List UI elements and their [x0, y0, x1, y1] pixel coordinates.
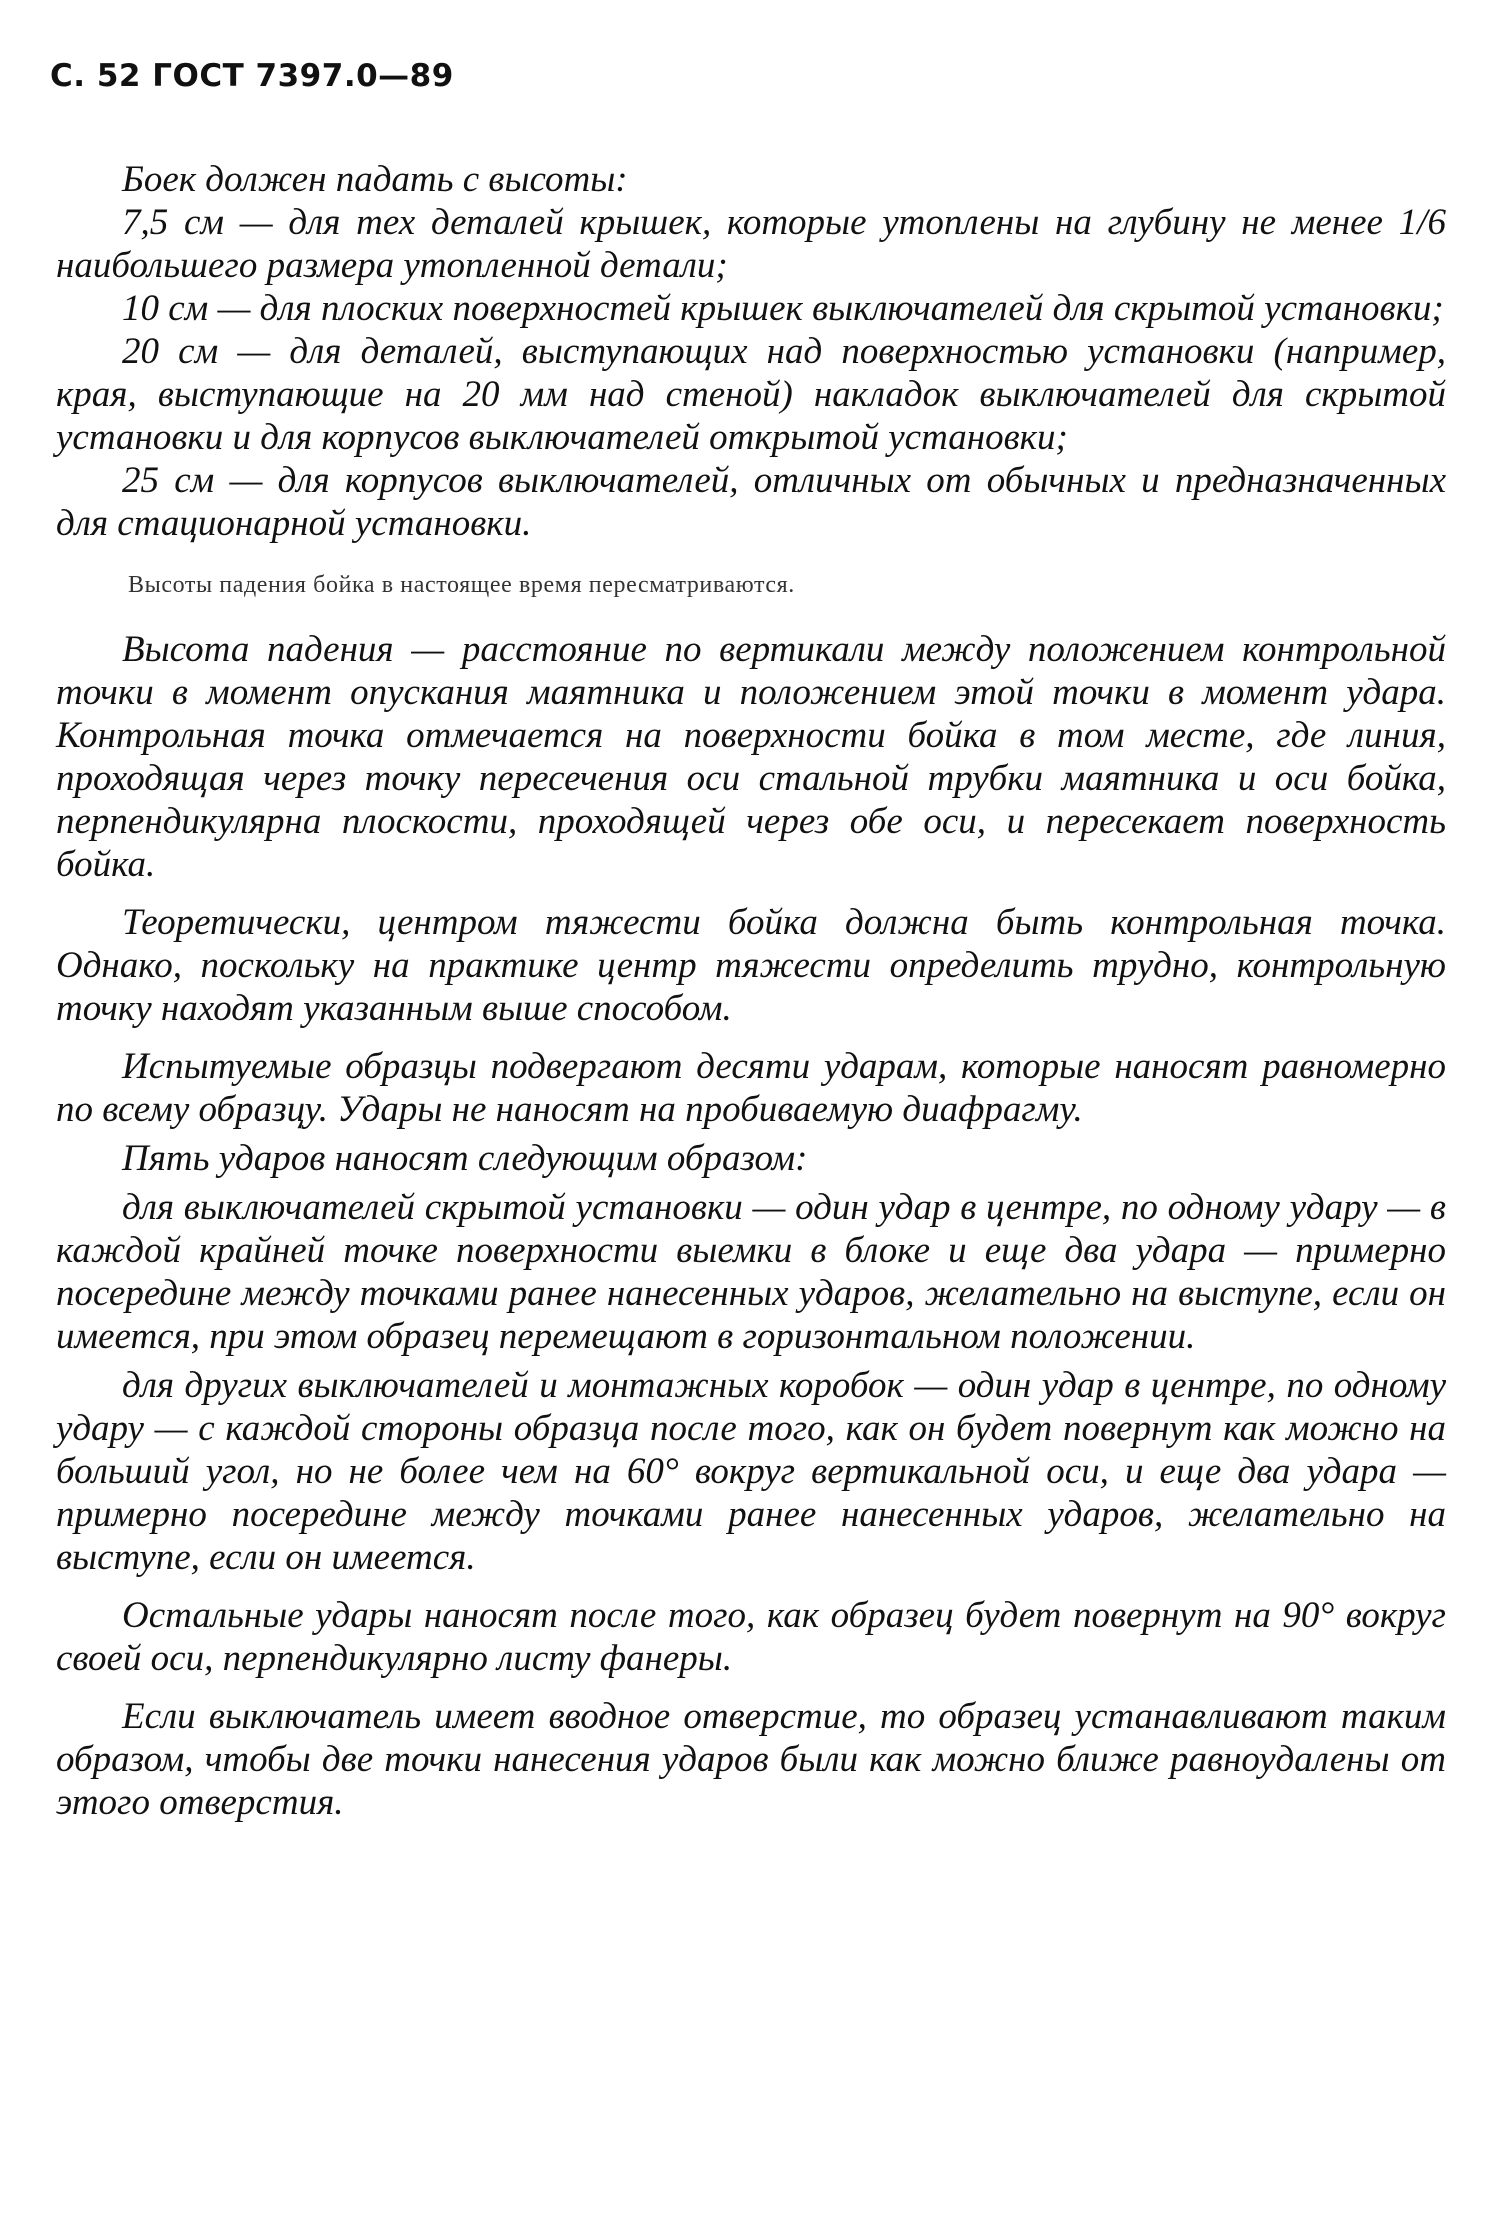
- body-text: [56, 158, 1446, 1824]
- paragraph-five-impacts-intro: Пять ударов наносят следующим образом:: [122, 1138, 808, 1179]
- paragraph-impact-heights-intro: Боек должен падать с высоты:: [122, 159, 628, 200]
- paragraph-height-7-5-cm: 7,5 см — для тех деталей крышек, которые утоплены на глубину не менее 1/6 наибольшего размера утопленной детали;: [56, 202, 1446, 286]
- paragraph-other-switches-boxes: для других выключателей и монтажных коробок — один удар в центре, по одному удару — с каждой стороны образца после того, как он будет повернут как можно на больший угол, но не более чем на 60° вокруг вертикальной оси, и еще два удара — примерно посередине между точками ранее нанесенных ударов, желательно на выступе, если он имеется.: [56, 1365, 1446, 1578]
- paragraph-height-25-cm: 25 см — для корпусов выключателей, отличных от обычных и предназначенных для стационарной установки.: [56, 460, 1446, 544]
- paragraph-drop-height-definition: Высота падения — расстояние по вертикали между положением контрольной точки в момент опускания маятника и положением этой точки в момент удара. Контрольная точка отмечается на поверхности бойка в том месте, где линия, проходящая через точку пересечения оси стальной трубки маятника и оси бойка, перпендикулярна плоскости, проходящей через обе оси, и пересекает поверхность бойка.: [56, 629, 1446, 885]
- note-heights-under-review: Высоты падения бойка в настоящее время пересматриваются.: [128, 572, 795, 598]
- paragraph-height-20-cm: 20 см — для деталей, выступающих над поверхностью установки (например, края, выступающие на 20 мм над стеной) накладок выключателей для скрытой установки и для корпусов выключателей открытой установки;: [56, 331, 1446, 458]
- paragraph-entry-opening: Если выключатель имеет вводное отверстие, то образец устанавливают таким образом, чтобы две точки нанесения ударов были как можно ближе равноудалены от этого отверстия.: [56, 1696, 1446, 1823]
- paragraph-theoretical-control-point: Теоретически, центром тяжести бойка должна быть контрольная точка. Однако, поскольку на практике центр тяжести определить трудно, контрольную точку находят указанным выше способом.: [56, 902, 1446, 1029]
- paragraph-flush-switches: для выключателей скрытой установки — один удар в центре, по одному удару — в каждой крайней точке поверхности выемки в блоке и еще два удара — примерно посередине между точками ранее нанесенных ударов, желательно на выступе, если он имеется, при этом образец перемещают в горизонтальном положении.: [56, 1187, 1446, 1357]
- page-header: С. 52 ГОСТ 7397.0—89: [50, 58, 454, 94]
- paragraph-remaining-impacts: Остальные удары наносят после того, как образец будет повернут на 90° вокруг своей оси, перпендикулярно листу фанеры.: [56, 1595, 1446, 1679]
- paragraph-ten-impacts: Испытуемые образцы подвергают десяти ударам, которые наносят равномерно по всему образцу. Удары не наносят на пробиваемую диафрагму.: [56, 1046, 1446, 1130]
- paragraph-height-10-cm: 10 см — для плоских поверхностей крышек выключателей для скрытой установки;: [122, 288, 1444, 329]
